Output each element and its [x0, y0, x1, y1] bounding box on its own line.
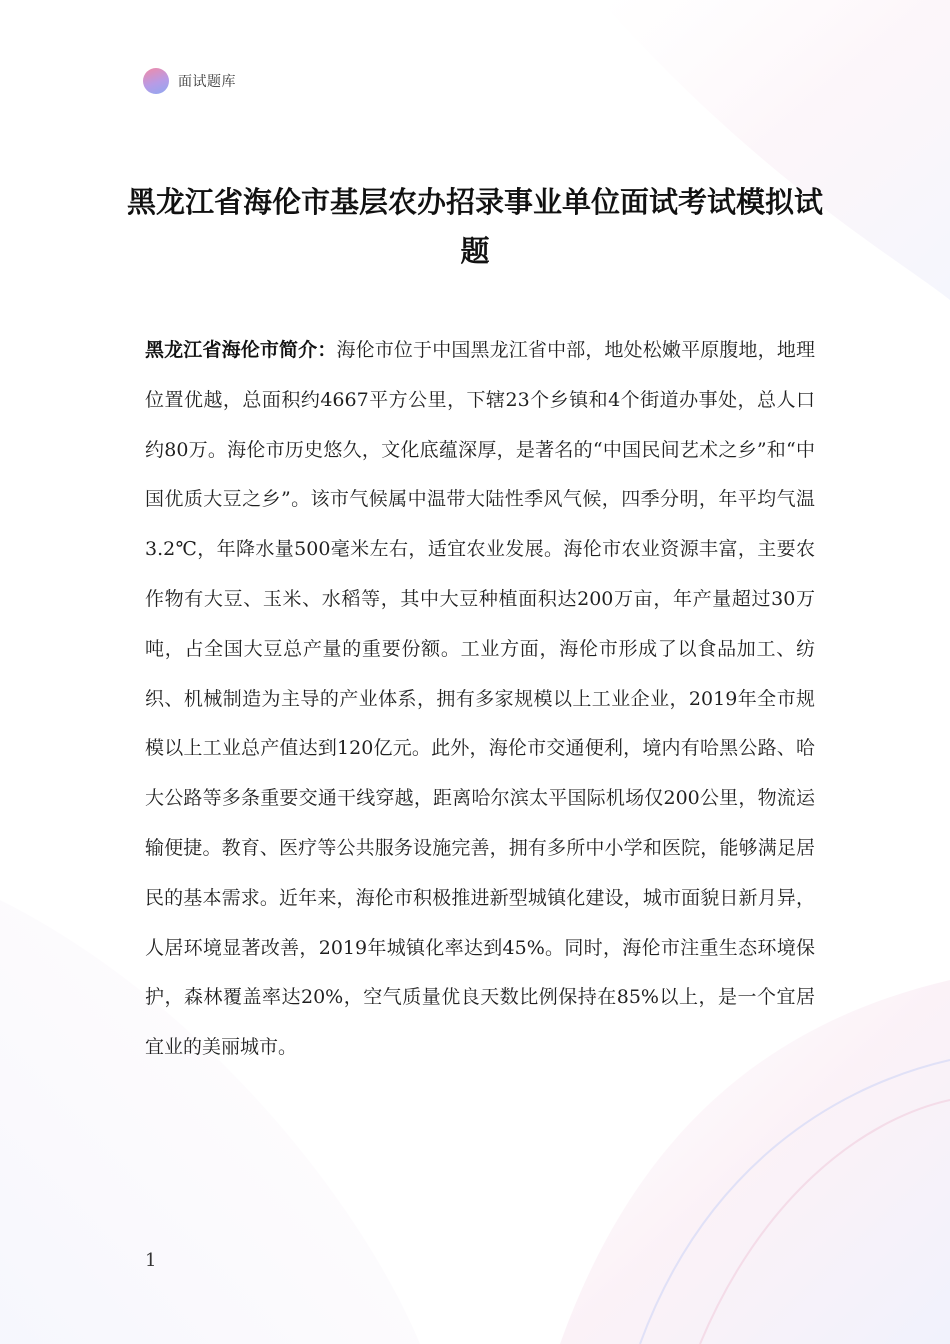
- intro-label: 黑龙江省海伦市简介：: [145, 339, 337, 361]
- brand-name: 面试题库: [178, 74, 236, 90]
- page-header: [143, 66, 236, 96]
- page-number: 1: [145, 1250, 157, 1271]
- document-body: [145, 326, 815, 1073]
- intro-paragraph: 海伦市位于中国黑龙江省中部，地处松嫩平原腹地，地理位置优越，总面积约4667平方公里，下辖23个乡镇和4个街道办事处，总人口约80万。海伦市历史悠久，文化底蕴深厚，是著名的“中国民间艺术之乡”和“中国优质大豆之乡”。该市气候属中温带大陆性季风气候，四季分明，年平均气温3.2℃，年降水量500毫米左右，适宜农业发展。海伦市农业资源丰富，主要农作物有大豆、玉米、水稻等，其中大豆种植面积达200万亩，年产量超过30万吨，占全国大豆总产量的重要份额。工业方面，海伦市形成了以食品加工、纺织、机械制造为主导的产业体系，拥有多家规模以上工业企业，2019年全市规模以上工业总产值达到120亿元。此外，海伦市交通便利，境内有哈黑公路、哈大公路等多条重要交通干线穿越，距离哈尔滨太平国际机场仅200公里，物流运输便捷。教育、医疗等公共服务设施完善，拥有多所中小学和医院，能够满足居民的基本需求。近年来，海伦市积极推进新型城镇化建设，城市面貌日新月异，人居环境显著改善，2019年城镇化率达到45%。同时，海伦市注重生态环境保护，森林覆盖率达20%，空气质量优良天数比例保持在85%以上，是一个宜居宜业的美丽城市。: [145, 339, 815, 1059]
- document-title: 黑龙江省海伦市基层农办招录事业单位面试考试模拟试题: [126, 185, 823, 268]
- brand-logo-icon: [143, 68, 169, 94]
